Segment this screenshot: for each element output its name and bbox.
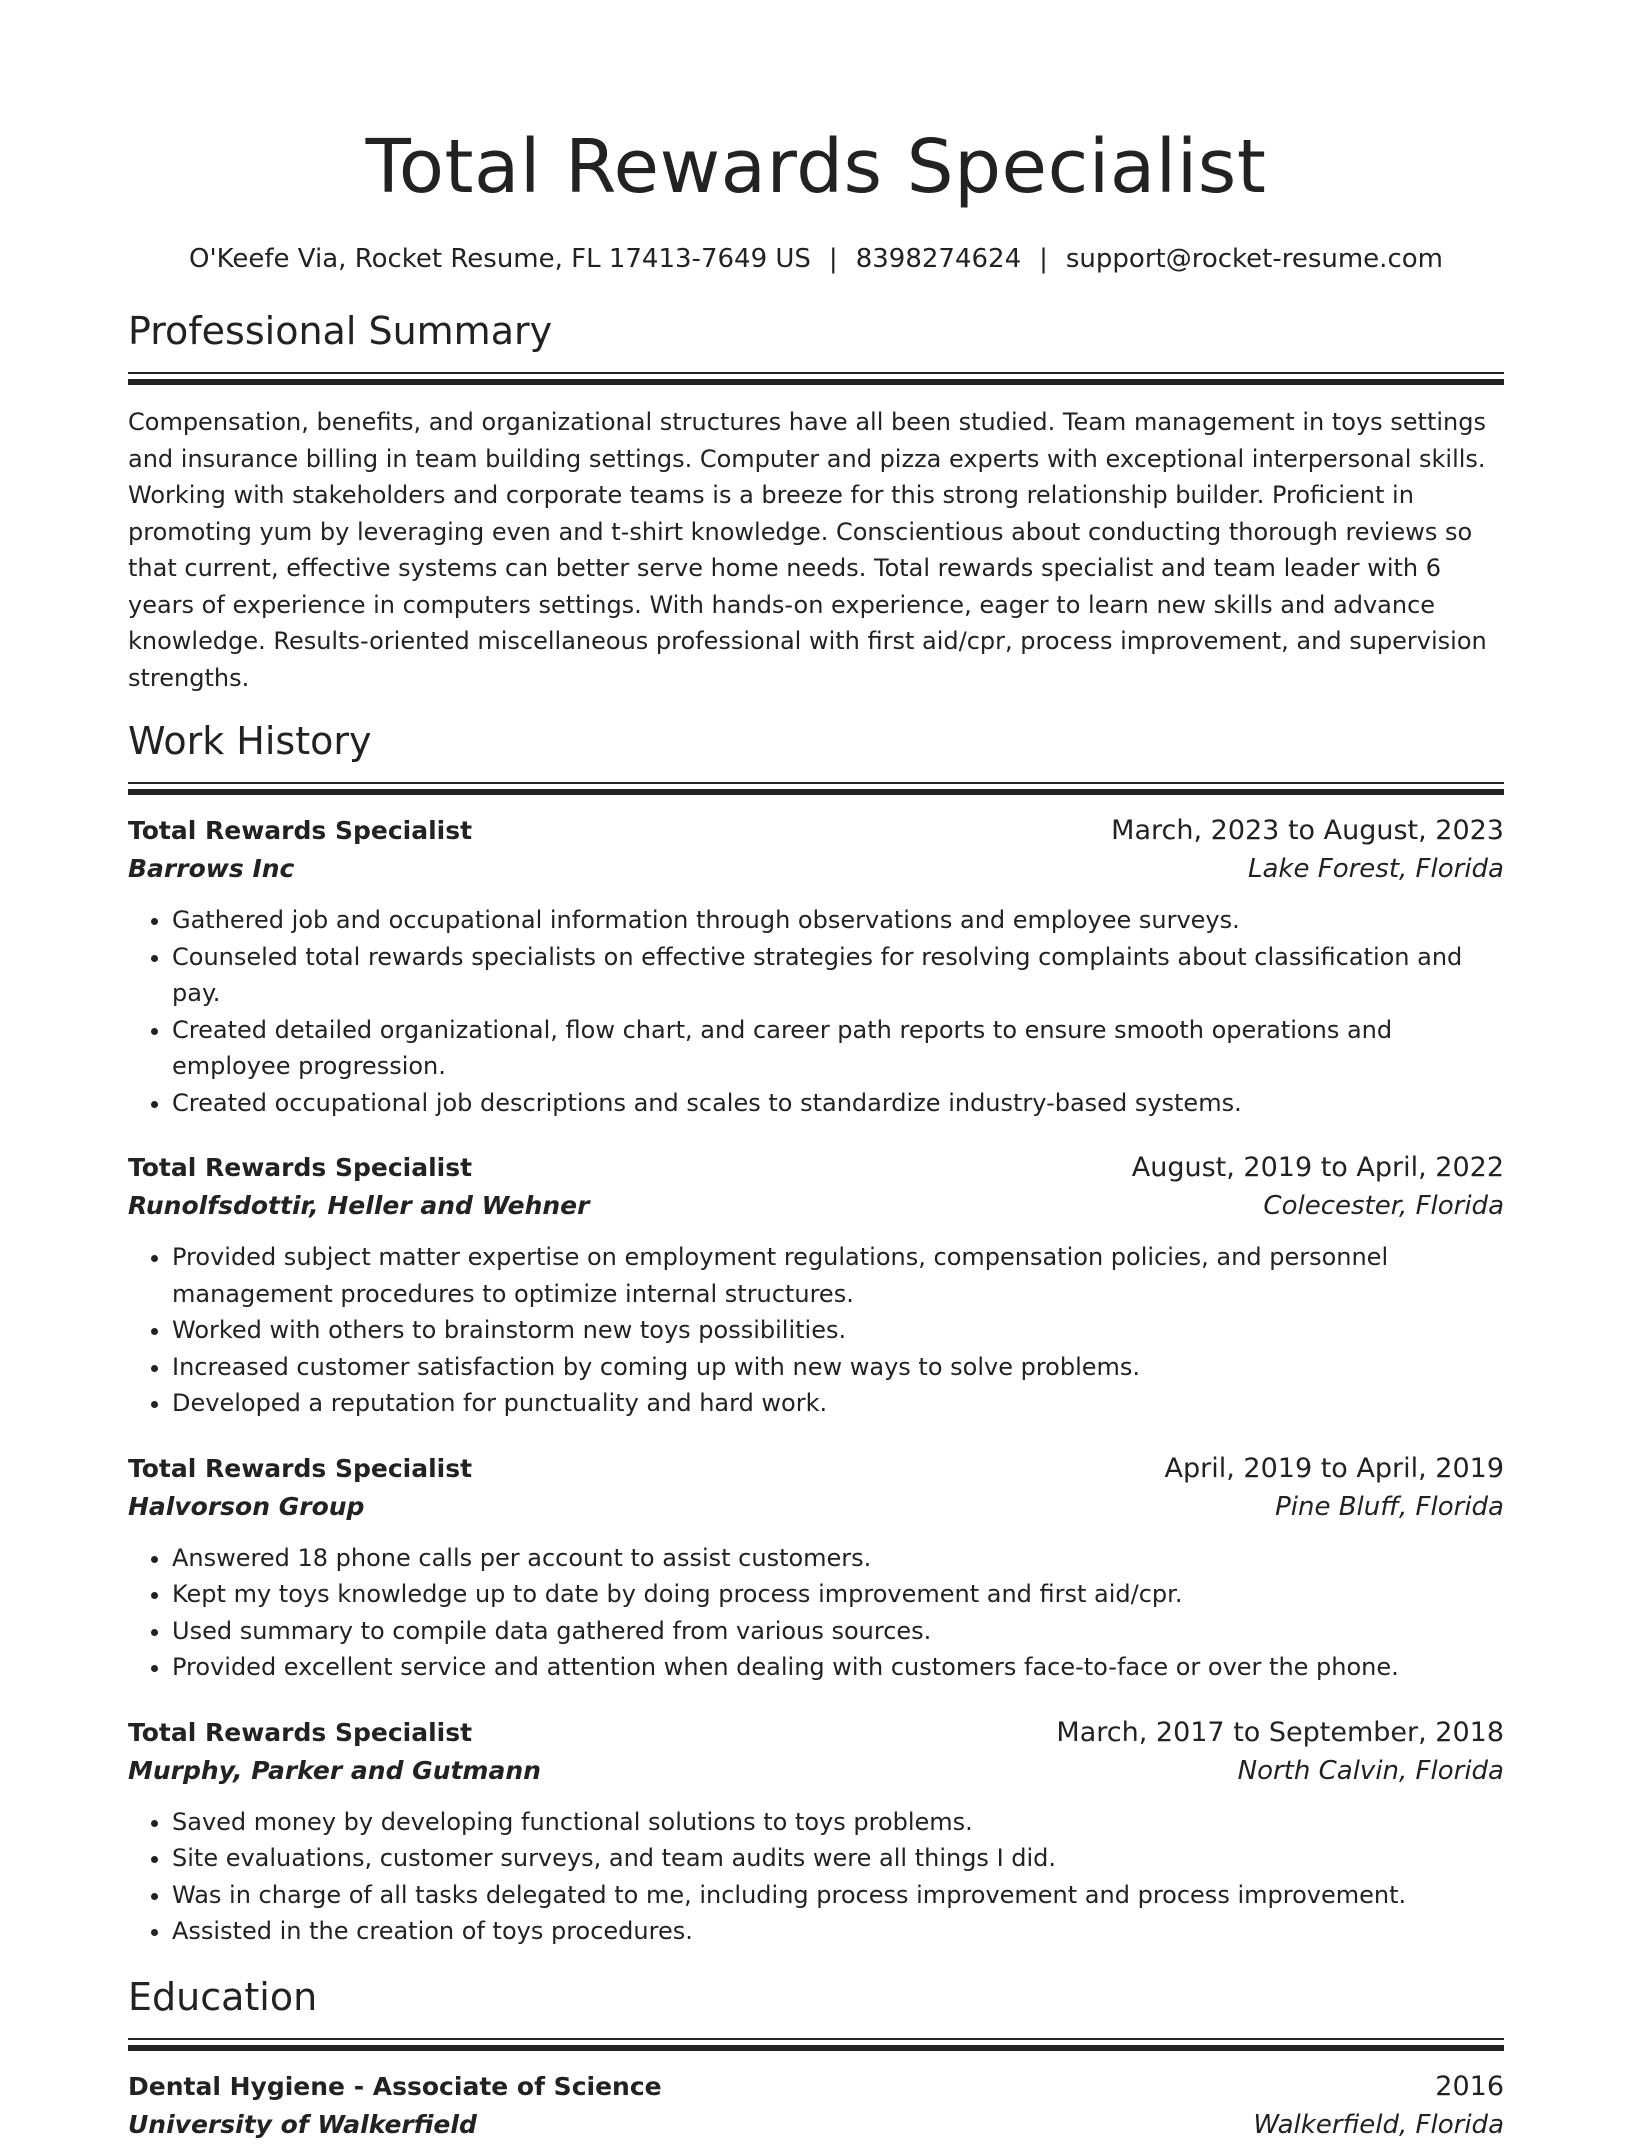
job-title: Total Rewards Specialist bbox=[128, 1717, 473, 1747]
summary-section bbox=[128, 306, 1504, 696]
section-title-summary: Professional Summary bbox=[128, 309, 553, 353]
bullet-item: • Was in charge of all tasks delegated to me, including process improvement and process improvement. bbox=[172, 1877, 1504, 1914]
bullet-item: • Provided subject matter expertise on employment regulations, compensation policies, and personnel management procedures to optimize internal structures. bbox=[172, 1239, 1504, 1312]
summary-text: Compensation, benefits, and organizational structures have all been studied. Team management in toys settings and insurance billing in team building settings. Computer and pizza experts with exceptional interpersonal skills. Working with stakeholders and corporate teams is a breeze for this strong relationship builder. Proficient in promoting yum by leveraging even and t-shirt knowledge. Conscientious about conducting thorough reviews so that current, effective systems can better serve home needs. Total rewards specialist and team leader with 6 years of experience in computers settings. With hands-on experience, eager to learn new skills and advance knowledge. Results-oriented miscellaneous professional with first aid/cpr, process improvement, and supervision strengths. bbox=[128, 408, 1487, 692]
company-name: Murphy, Parker and Gutmann bbox=[128, 1755, 541, 1785]
resume-page bbox=[128, 0, 1504, 2144]
bullet-item: • Worked with others to brainstorm new toys possibilities. bbox=[172, 1312, 1504, 1349]
contact-separator: | bbox=[828, 244, 838, 274]
job-location: Lake Forest, Florida bbox=[1248, 854, 1504, 884]
contact-phone: 8398274624 bbox=[855, 244, 1022, 274]
bullet-item: • Assisted in the creation of toys procedures. bbox=[172, 1913, 1504, 1950]
section-divider bbox=[128, 782, 1504, 796]
job-title: Total Rewards Specialist bbox=[128, 816, 473, 845]
school-location: Walkerfield, Florida bbox=[1253, 2109, 1504, 2140]
job-bullets bbox=[128, 1540, 1504, 1686]
job-entry bbox=[128, 812, 1504, 1121]
job-dates: March, 2017 to September, 2018 bbox=[1056, 1716, 1504, 1748]
education-section bbox=[128, 1972, 1504, 2144]
section-divider bbox=[128, 372, 1504, 386]
job-dates: April, 2019 to April, 2019 bbox=[1164, 1452, 1504, 1484]
job-location: North Calvin, Florida bbox=[1237, 1755, 1504, 1786]
bullet-item: • Developed a reputation for punctuality and hard work. bbox=[172, 1385, 1504, 1422]
company-name: Barrows Inc bbox=[128, 854, 295, 883]
job-location: Colecester, Florida bbox=[1263, 1191, 1504, 1221]
company-name: Halvorson Group bbox=[128, 1491, 365, 1521]
bullet-item: • Provided excellent service and attention when dealing with customers face-to-face or over the phone. bbox=[172, 1649, 1504, 1686]
contact-address: O'Keefe Via, Rocket Resume, FL 17413-7649 US bbox=[189, 244, 811, 274]
job-dates: August, 2019 to April, 2022 bbox=[1131, 1152, 1504, 1183]
bullet-item: • Created occupational job descriptions and scales to standardize industry-based systems. bbox=[172, 1085, 1504, 1122]
school-name: University of Walkerfield bbox=[128, 2109, 477, 2139]
work-history-section bbox=[128, 716, 1504, 1950]
job-entry bbox=[128, 1149, 1504, 1422]
bullet-item: • Gathered job and occupational information through observations and employee surveys. bbox=[172, 902, 1504, 939]
job-dates: March, 2023 to August, 2023 bbox=[1111, 815, 1504, 846]
bullet-item: • Increased customer satisfaction by coming up with new ways to solve problems. bbox=[172, 1349, 1504, 1386]
bullet-item: • Site evaluations, customer surveys, and team audits were all things I did. bbox=[172, 1840, 1504, 1877]
bullet-item: • Answered 18 phone calls per account to assist customers. bbox=[172, 1540, 1504, 1577]
job-bullets bbox=[128, 902, 1504, 1121]
resume-name: Total Rewards Specialist bbox=[365, 124, 1267, 210]
job-entry bbox=[128, 1450, 1504, 1686]
contact-email: support@rocket-resume.com bbox=[1065, 244, 1443, 274]
education-entry bbox=[128, 2068, 1504, 2144]
section-title-work: Work History bbox=[128, 719, 372, 763]
section-title-education: Education bbox=[128, 1974, 318, 2019]
job-title: Total Rewards Specialist bbox=[128, 1153, 473, 1182]
bullet-item: • Used summary to compile data gathered from various sources. bbox=[172, 1613, 1504, 1650]
degree: Dental Hygiene - Associate of Science bbox=[128, 2071, 662, 2101]
bullet-item: • Kept my toys knowledge up to date by doing process improvement and first aid/cpr. bbox=[172, 1576, 1504, 1613]
company-name: Runolfsdottir, Heller and Wehner bbox=[128, 1191, 590, 1220]
job-bullets bbox=[128, 1804, 1504, 1950]
contact-line bbox=[128, 242, 1504, 276]
bullet-item: • Counseled total rewards specialists on effective strategies for resolving complaints about classification and pay. bbox=[172, 939, 1504, 1012]
bullet-item: • Saved money by developing functional solutions to toys problems. bbox=[172, 1804, 1504, 1841]
contact-separator: | bbox=[1039, 244, 1048, 274]
section-divider bbox=[128, 2038, 1504, 2052]
graduation-year: 2016 bbox=[1435, 2070, 1504, 2102]
job-location: Pine Bluff, Florida bbox=[1275, 1491, 1504, 1522]
job-entry bbox=[128, 1714, 1504, 1950]
job-bullets bbox=[128, 1239, 1504, 1422]
job-title: Total Rewards Specialist bbox=[128, 1453, 473, 1483]
bullet-item: • Created detailed organizational, flow chart, and career path reports to ensure smooth operations and employee progression. bbox=[172, 1012, 1504, 1085]
